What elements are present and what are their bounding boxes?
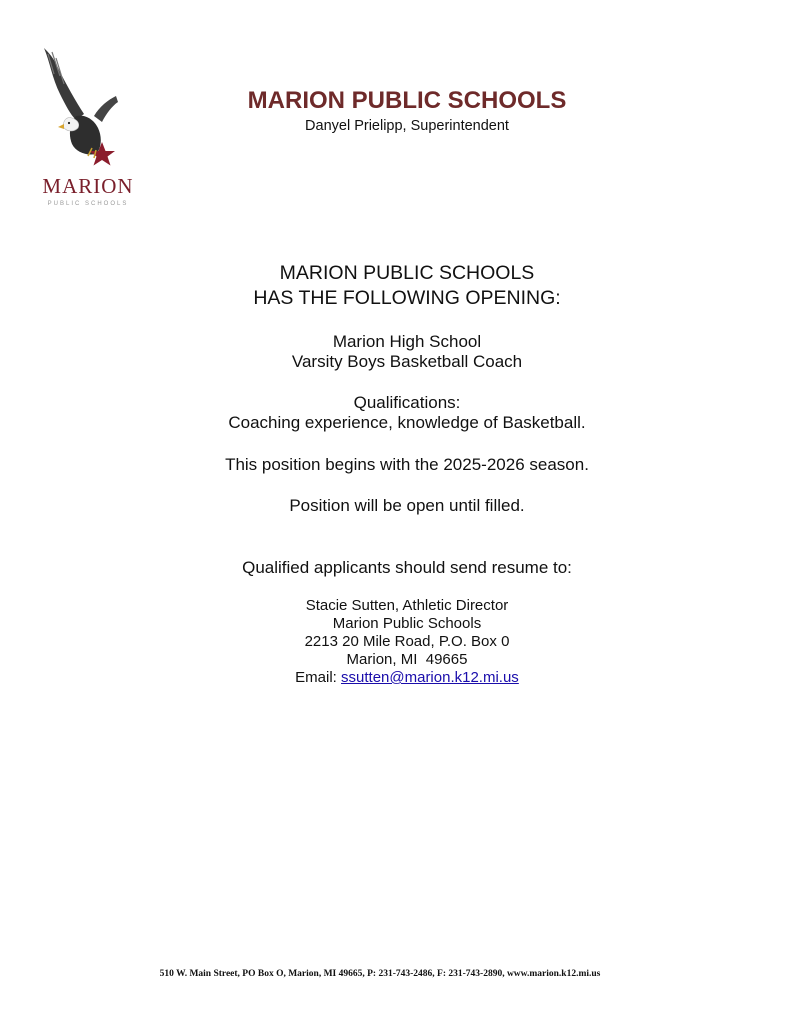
qualifications-heading: Qualifications: — [353, 393, 461, 412]
logo-subtitle: PUBLIC SCHOOLS — [47, 201, 129, 207]
announcement-line-2: HAS THE FOLLOWING OPENING: — [253, 287, 561, 309]
logo-wordmark: MARION — [42, 174, 134, 198]
qualifications-text: Coaching experience, knowledge of Basketball. — [228, 413, 586, 432]
contact-city: Marion, MI 49665 — [346, 651, 468, 668]
position-info — [0, 332, 791, 372]
contact-email-line — [0, 669, 791, 687]
email-label: Email: — [295, 669, 342, 686]
contact-name: Stacie Sutten, Athletic Director — [305, 597, 509, 614]
school-name: Marion High School — [332, 332, 482, 351]
season-text: This position begins with the 2025-2026 season. — [225, 455, 589, 474]
footer-address: 510 W. Main Street, PO Box O, Marion, MI 49665, P: 231-743-2486, F: 231-743-2890, www.marion.k12.mi.us — [159, 969, 601, 979]
open-until-filled-text: Position will be open until filled. — [289, 496, 525, 515]
email-link[interactable]: ssutten@marion.k12.mi.us — [341, 669, 519, 686]
apply-instructions: Qualified applicants should send resume to: — [242, 558, 572, 577]
contact-block — [0, 597, 791, 687]
superintendent-name: Danyel Prielipp, Superintendent — [305, 118, 509, 134]
position-title: Varsity Boys Basketball Coach — [291, 352, 523, 371]
qualifications-section — [0, 393, 791, 433]
announcement-line-1: MARION PUBLIC SCHOOLS — [279, 262, 535, 284]
contact-address: 2213 20 Mile Road, P.O. Box 0 — [304, 633, 510, 650]
announcement-heading — [0, 261, 791, 311]
contact-organization: Marion Public Schools — [332, 615, 482, 632]
letterhead-title: MARION PUBLIC SCHOOLS — [247, 87, 567, 114]
